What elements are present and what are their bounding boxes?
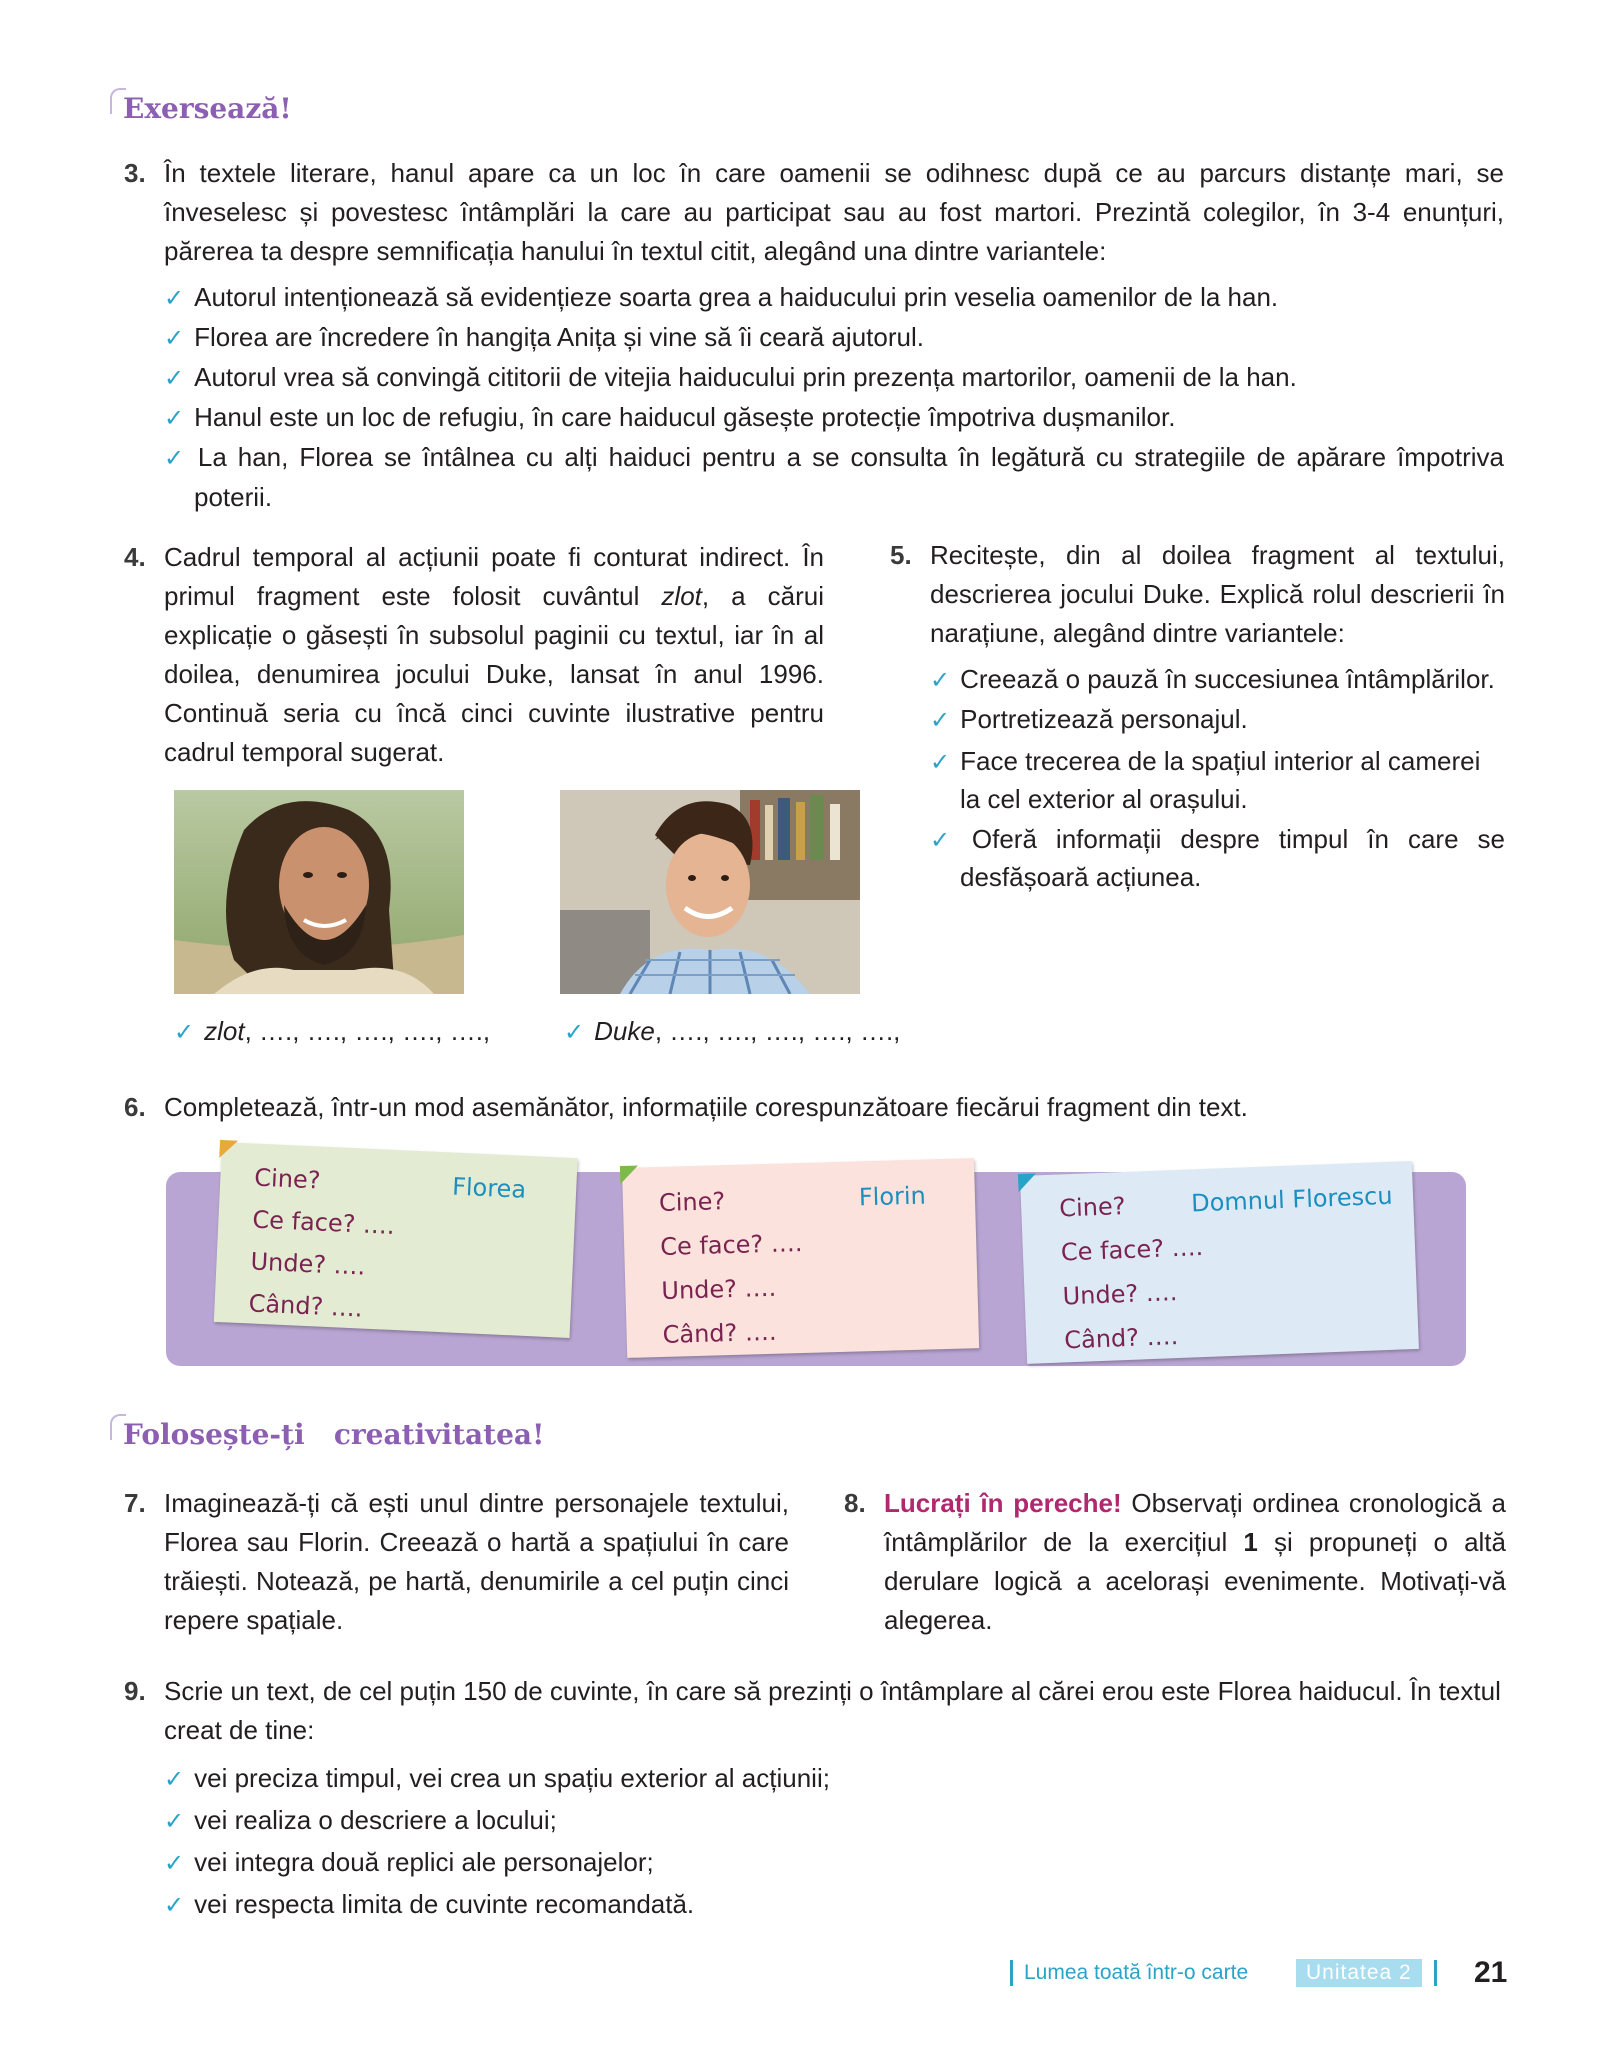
checkmark-icon: ✓ bbox=[164, 1850, 185, 1877]
checkmark-icon: ✓ bbox=[164, 285, 185, 312]
exercise-number: 7. bbox=[124, 1488, 146, 1518]
photo-haiduc bbox=[174, 790, 464, 994]
note-fold-decoration bbox=[620, 1166, 638, 1184]
option-item: ✓ vei integra două replici ale personajelor; bbox=[164, 1847, 654, 1877]
option-item: ✓ Face trecerea de la spațiul interior al camerei la cel exterior al orașului. bbox=[930, 746, 1481, 814]
option-item: ✓ vei preciza timpul, vei crea un spațiu exterior al acțiunii; bbox=[164, 1763, 830, 1793]
checkmark-icon: ✓ bbox=[164, 325, 185, 352]
sticky-note-florin: Cine? Florin Ce face? …. Unde? …. Când? …. bbox=[622, 1158, 979, 1358]
exercise-9-options bbox=[164, 1758, 1504, 1926]
exercise-9-text: Scrie un text, de cel puțin 150 de cuvinte, în care să prezinți o întâmplare al cărei erou este Florea haiducul. În textul creat de tine: bbox=[164, 1676, 1501, 1745]
checkmark-icon: ✓ bbox=[164, 445, 188, 472]
exercise-8-text: Lucrați în pereche! Observați ordinea cronologică a întâmplărilor de la exercițiul 1 și propuneți o altă derulare logică a acelorași evenimente. Motivați-vă alegerea. bbox=[884, 1488, 1506, 1635]
exercise-6-text: Completează, într-un mod asemănător, informațiile corespunzătoare fiecărui fragment din text. bbox=[164, 1092, 1248, 1122]
checkmark-icon: ✓ bbox=[564, 1019, 585, 1046]
exercise-3-text: În textele literare, hanul apare ca un loc în care oamenii se odihnesc după ce au parcurs distanțe mari, se înveselesc și povestesc întâmplări la care au participat sau au fost martori. Prezintă colegilor, în 3-4 enunțuri, părerea ta despre semnificația hanului în textul citit, alegând una dintre variantele: bbox=[164, 158, 1504, 266]
section-heading-creativitate: Folosește-ți creativitatea! bbox=[123, 1418, 545, 1451]
option-item: ✓ vei realiza o descriere a locului; bbox=[164, 1805, 557, 1835]
checkmark-icon: ✓ bbox=[930, 667, 951, 694]
option-item: ✓ Autorul intenționează să evidențieze soarta grea a haiducului prin veselia oamenilor de la han. bbox=[164, 282, 1279, 312]
exercise-number: 8. bbox=[844, 1488, 866, 1518]
exercise-5-text: Recitește, din al doilea fragment al textului, descrierea jocului Duke. Explică rolul descrierii în narațiune, alegând dintre variantele: bbox=[930, 540, 1505, 648]
page-number: 21 bbox=[1474, 1956, 1508, 1989]
option-item: ✓ Oferă informații despre timpul în care se desfășoară acțiunea. bbox=[930, 824, 1505, 892]
checkmark-icon: ✓ bbox=[930, 707, 951, 734]
option-item: ✓ vei respecta limita de cuvinte recomandată. bbox=[164, 1889, 695, 1919]
exercise-7-text: Imaginează-ți că ești unul dintre personajele textului, Florea sau Florin. Creează o hartă a spațiului în care trăiești. Notează, pe hartă, denumirile a cel puțin cinci repere spațiale. bbox=[164, 1488, 789, 1635]
footer-book-title: Lumea toată într-o carte bbox=[1024, 1961, 1249, 1984]
option-item: ✓ La han, Florea se întâlnea cu alți haiduci pentru a se consulta în legătură cu strategiile de apărare împotriva poterii. bbox=[164, 442, 1504, 512]
note-fold-decoration bbox=[219, 1140, 238, 1159]
option-item: ✓ Florea are încredere în hangița Anița și vine să îi ceară ajutorul. bbox=[164, 322, 924, 352]
footer-divider bbox=[1010, 1960, 1013, 1986]
checkmark-icon: ✓ bbox=[930, 749, 951, 776]
photo-florin bbox=[560, 790, 860, 994]
section-heading-exerseaza: Exersează! bbox=[123, 92, 292, 125]
option-item: ✓ Creează o pauză în succesiunea întâmplărilor. bbox=[930, 664, 1495, 694]
exercise-number: 3. bbox=[124, 158, 146, 188]
caption-zlot: ✓ zlot, …., …., …., …., …., bbox=[174, 1016, 491, 1046]
option-item: ✓ Hanul este un loc de refugiu, în care haiducul găsește protecție împotriva dușmanilor. bbox=[164, 402, 1176, 432]
checkmark-icon: ✓ bbox=[164, 1892, 185, 1919]
footer-divider bbox=[1434, 1960, 1437, 1986]
exercise-number: 5. bbox=[890, 540, 912, 570]
exercise-3-options bbox=[164, 278, 1504, 517]
exercise-4-text: Cadrul temporal al acțiunii poate fi conturat indirect. În primul fragment este folosit cuvântul zlot, a cărui explicație o găsești în subsolul paginii cu textul, iar în al doilea, denumirea jocului Duke, lansat în anul 1996. Continuă seria cu încă cinci cuvinte ilustrative pentru cadrul temporal sugerat. bbox=[164, 542, 824, 767]
exercise-5-options bbox=[930, 660, 1505, 895]
checkmark-icon: ✓ bbox=[930, 827, 962, 854]
exercise-number: 4. bbox=[124, 542, 146, 572]
sticky-note-florea: Cine? Florea Ce face? …. Unde? …. Când? …. bbox=[214, 1142, 578, 1338]
checkmark-icon: ✓ bbox=[164, 405, 185, 432]
caption-duke: ✓ Duke, …., …., …., …., …., bbox=[564, 1016, 901, 1046]
checkmark-icon: ✓ bbox=[164, 1766, 185, 1793]
checkmark-icon: ✓ bbox=[164, 1808, 185, 1835]
option-item: ✓ Portretizează personajul. bbox=[930, 704, 1248, 734]
checkmark-icon: ✓ bbox=[174, 1019, 195, 1046]
sticky-note-domnul-florescu: Cine? Domnul Florescu Ce face? …. Unde? …. Când? …. bbox=[1020, 1161, 1419, 1364]
checkmark-icon: ✓ bbox=[164, 365, 185, 392]
exercise-number: 9. bbox=[124, 1676, 146, 1706]
exercise-number: 6. bbox=[124, 1092, 146, 1122]
footer-unit-badge: Unitatea 2 bbox=[1296, 1959, 1422, 1987]
option-item: ✓ Autorul vrea să convingă cititorii de vitejia haiducului prin prezența martorilor, oamenii de la han. bbox=[164, 362, 1297, 392]
note-fold-decoration bbox=[1018, 1173, 1037, 1192]
